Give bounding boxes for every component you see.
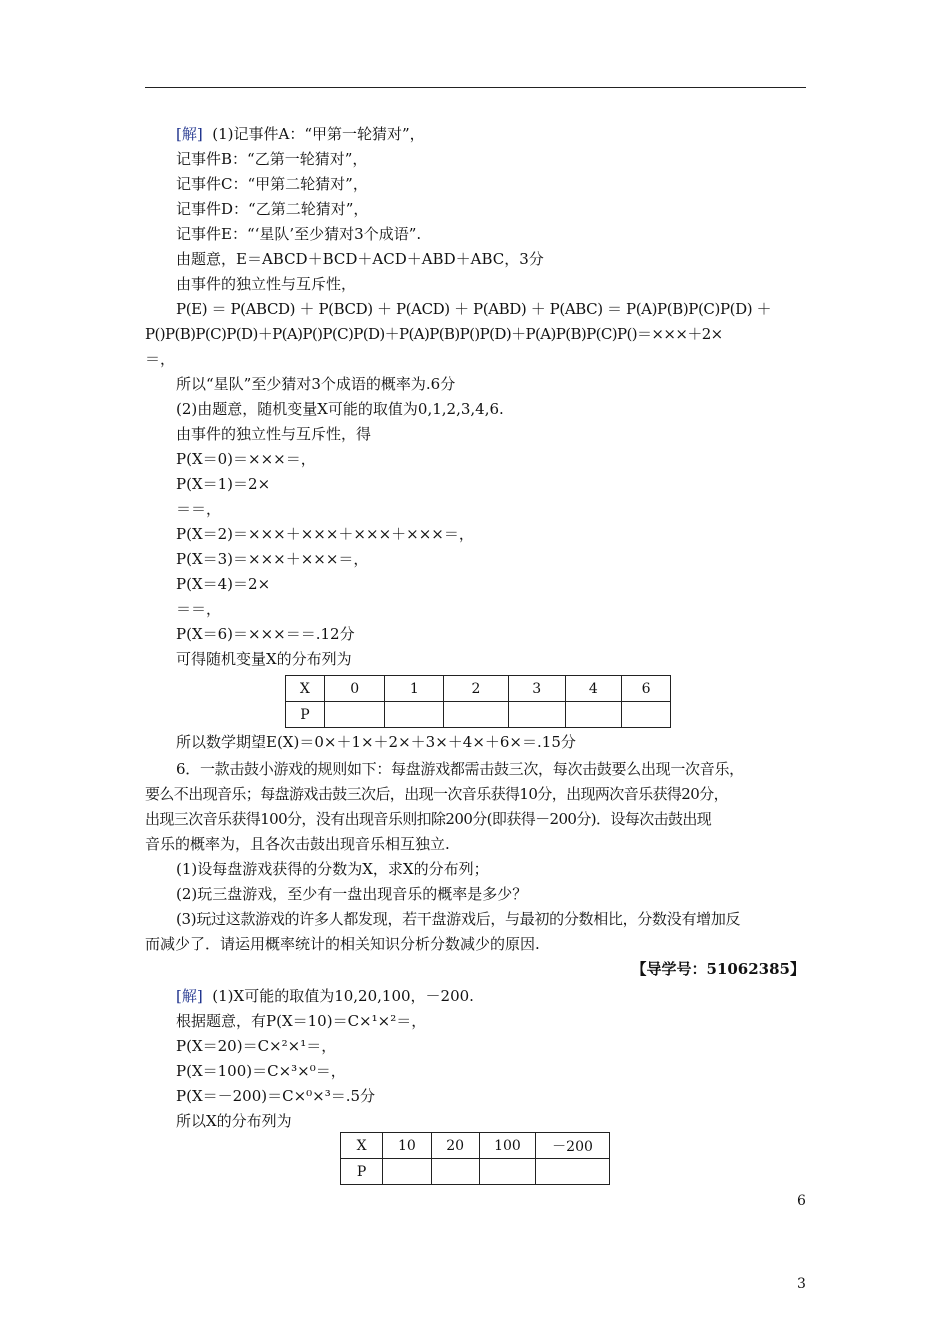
table-row [286, 676, 671, 702]
table-cell: 0 [324, 676, 385, 702]
problem-text-line: 要么不出现音乐；每盘游戏击鼓三次后，出现一次音乐获得10分，出现两次音乐获得20分， [145, 785, 728, 803]
question-line: (3)玩过这款游戏的许多人都发现，若干盘游戏后，与最初的分数相比，分数没有增加反 [176, 910, 741, 928]
text-line: P(X＝3)＝×××＋×××＝， [176, 550, 369, 568]
table-cell: 6 [622, 676, 671, 702]
page-number: 3 [797, 1276, 806, 1292]
solution-2-first-line: [解] (1)X可能的取值为10,20,100，－200. [176, 987, 474, 1005]
table-cell [383, 1159, 431, 1185]
problem-text-line: 出现三次音乐获得100分，没有出现音乐则扣除200分(即获得－200分)．设每次击鼓出现 [145, 810, 712, 828]
table-cell [622, 702, 671, 728]
table-cell [508, 702, 565, 728]
distribution-table-2 [340, 1132, 610, 1185]
solution-label: [解] [176, 125, 203, 143]
table-cell: 4 [565, 676, 622, 702]
table-cell: 10 [383, 1133, 431, 1159]
text-line: (2)由题意，随机变量X可能的取值为0,1,2,3,4,6. [176, 400, 504, 418]
text-line: P(X＝100)＝C×³×⁰＝， [176, 1062, 346, 1080]
text-line: P(X＝2)＝×××＋×××＋×××＋×××＝， [176, 525, 474, 543]
text-line: 记事件B：“乙第一轮猜对”， [176, 150, 368, 168]
table-cell [479, 1159, 535, 1185]
text-line: ＝＝， [176, 600, 222, 618]
table-cell: 1 [385, 676, 444, 702]
table-cell [324, 702, 385, 728]
expectation-line: 所以数学期望E(X)＝0×＋1×＋2×＋3×＋4×＋6×＝.15分 [176, 733, 576, 751]
problem-text-line: 音乐的概率为，且各次击鼓出现音乐相互独立. [145, 835, 450, 853]
text-line: 根据题意，有P(X＝10)＝C×¹×²＝， [176, 1012, 427, 1030]
table-row [341, 1159, 610, 1185]
text-line: P()P(B)P(C)P(D)＋P(A)P()P(C)P(D)＋P(A)P(B)P()P(D)＋P(A)P(B)P(C)P()＝×××＋2× [145, 325, 723, 343]
problem-text-line: 6．一款击鼓小游戏的规则如下：每盘游戏都需击鼓三次，每次击鼓要么出现一次音乐， [176, 760, 744, 778]
table-cell [385, 702, 444, 728]
header-rule [145, 87, 806, 88]
text-line: ＝， [145, 350, 176, 368]
text-line: P(X＝－200)＝C×⁰×³＝.5分 [176, 1087, 376, 1105]
text-line: P(X＝6)＝×××＝＝.12分 [176, 625, 355, 643]
solution-label: [解] [176, 987, 203, 1005]
text-line: 记事件E：“‘星队’至少猜对3个成语”. [176, 225, 422, 243]
table-cell: 2 [444, 676, 509, 702]
text-line: ＝＝， [176, 500, 222, 518]
text-line: P(X＝0)＝×××＝， [176, 450, 316, 468]
text-line: 所以X的分布列为 [176, 1112, 292, 1130]
table-cell: P [286, 702, 325, 728]
table-cell [536, 1159, 610, 1185]
text-line: 可得随机变量X的分布列为 [176, 650, 352, 668]
text-line: P(E) ＝ P(ABCD) ＋ P(BCD) ＋ P(ACD) ＋ P(ABD) ＋ P(ABC) ＝ P(A)P(B)P(C)P(D) ＋ [176, 300, 772, 318]
question-line: (1)设每盘游戏获得的分数为X，求X的分布列； [176, 860, 489, 878]
table-cell [565, 702, 622, 728]
table-cell: 3 [508, 676, 565, 702]
text-line: 由事件的独立性与互斥性，得 [176, 425, 372, 443]
table-cell: P [341, 1159, 383, 1185]
guide-number: 【导学号：51062385】 [631, 960, 805, 978]
text-line: 由题意，E＝ABCD＋BCD＋ACD＋ABD＋ABC，3分 [176, 250, 544, 268]
solution-1-first-line: [解] (1)记事件A：“甲第一轮猜对”， [176, 125, 425, 143]
text-line: 记事件C：“甲第二轮猜对”， [176, 175, 368, 193]
text-line: P(X＝20)＝C×²×¹＝， [176, 1037, 337, 1055]
table-cell [431, 1159, 479, 1185]
table-cell: －200 [536, 1133, 610, 1159]
question-line: (2)玩三盘游戏，至少有一盘出现音乐的概率是多少？ [176, 885, 528, 903]
table-cell: X [341, 1133, 383, 1159]
text-line: P(X＝4)＝2× [176, 575, 271, 593]
table-cell [444, 702, 509, 728]
table-row [286, 702, 671, 728]
table-cell: X [286, 676, 325, 702]
table-row [341, 1133, 610, 1159]
question-line: 而减少了．请运用概率统计的相关知识分析分数减少的原因. [145, 935, 540, 953]
text-line: 由事件的独立性与互斥性， [176, 275, 357, 293]
text-line: P(X＝1)＝2× [176, 475, 271, 493]
text-line: 记事件D：“乙第二轮猜对”， [176, 200, 369, 218]
table-cell: 20 [431, 1133, 479, 1159]
text-line: 所以“星队”至少猜对3个成语的概率为.6分 [176, 375, 456, 393]
margin-number: 6 [797, 1193, 806, 1209]
table-cell: 100 [479, 1133, 535, 1159]
distribution-table-1 [285, 675, 671, 728]
